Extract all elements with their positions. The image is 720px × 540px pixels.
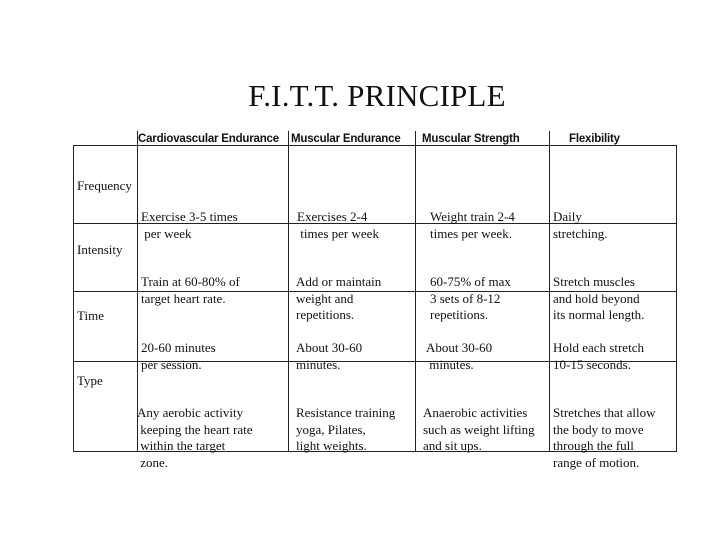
cell-frequency-flexibility: Daily stretching.	[553, 209, 608, 241]
slide-title: F.I.T.T. PRINCIPLE	[248, 78, 506, 113]
column-header-muscular-strength: Muscular Strength	[422, 133, 520, 145]
table-left-border	[73, 145, 74, 452]
col-divider-4	[549, 131, 550, 452]
row-label-time: Time	[77, 308, 104, 323]
cell-time-muscular-strength: About 30-60 minutes.	[426, 340, 493, 372]
cell-intensity-muscular-endurance: Add or maintain weight and repetitions.	[296, 274, 382, 322]
cell-type-flexibility: Stretches that allow the body to move through the full range of motion.	[553, 405, 656, 470]
cell-intensity-cardio: Train at 60-80% of target heart rate.	[141, 274, 240, 306]
row-label-intensity: Intensity	[77, 242, 123, 257]
row-label-type: Type	[77, 373, 103, 388]
col-divider-2	[288, 131, 289, 452]
cell-type-muscular-strength: Anaerobic activities such as weight lifting and sit ups.	[423, 405, 535, 453]
column-header-cardio: Cardiovascular Endurance	[138, 133, 279, 145]
cell-frequency-cardio: Exercise 3-5 times per week	[141, 209, 238, 241]
cell-type-cardio: Any aerobic activity keeping the heart rate within the target zone.	[137, 405, 253, 470]
cell-time-flexibility: Hold each stretch 10-15 seconds.	[553, 340, 644, 372]
fitt-table	[73, 131, 677, 470]
cell-intensity-flexibility: Stretch muscles and hold beyond its normal length.	[553, 274, 645, 322]
row-label-frequency: Frequency	[77, 178, 132, 193]
table-right-border	[676, 145, 677, 452]
col-divider-3	[415, 131, 416, 452]
cell-time-muscular-endurance: About 30-60 minutes.	[296, 340, 363, 372]
cell-frequency-muscular-strength: Weight train 2-4 times per week.	[430, 209, 515, 241]
cell-type-muscular-endurance: Resistance training yoga, Pilates, light weights.	[296, 405, 396, 453]
cell-time-cardio: 20-60 minutes per session.	[141, 340, 216, 372]
column-header-flexibility: Flexibility	[569, 133, 620, 145]
header-underline	[73, 145, 677, 146]
cell-intensity-muscular-strength: 60-75% of max 3 sets of 8-12 repetitions.	[430, 274, 511, 322]
cell-frequency-muscular-endurance: Exercises 2-4 times per week	[297, 209, 379, 241]
column-header-muscular-endurance: Muscular Endurance	[291, 133, 401, 145]
